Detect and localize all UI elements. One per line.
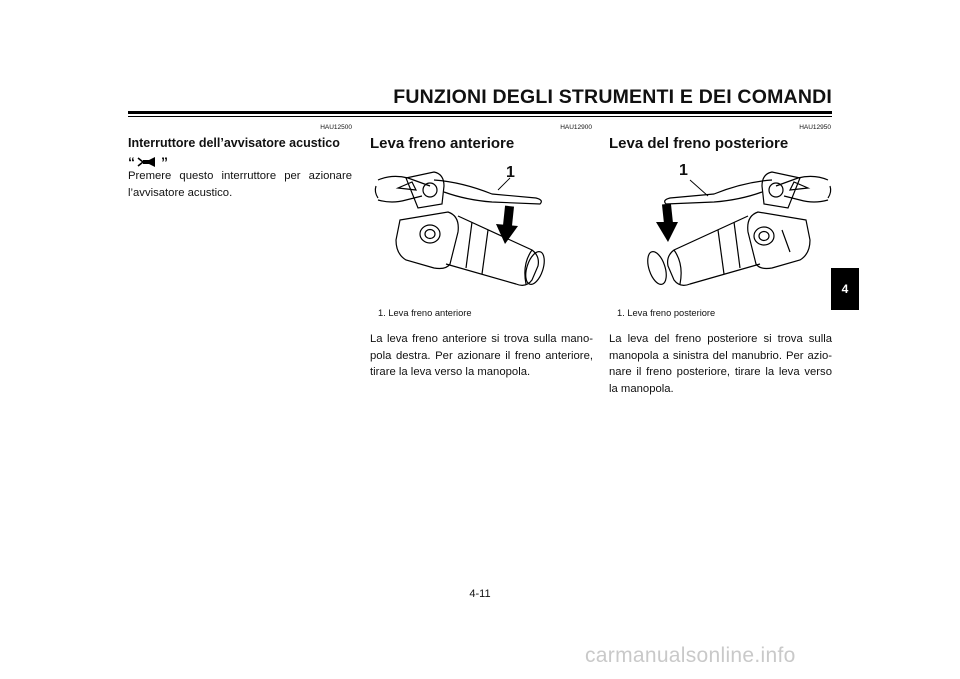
paragraph-line: la manopola. [609,382,674,395]
section-code-horn: HAU12500 [320,124,352,131]
page-number: 4-11 [469,588,491,600]
paragraph-front-brake [370,331,593,381]
paragraph-line: l’avvisatore acustico. [128,186,233,199]
front-brake-lever-illustration [372,160,594,300]
paragraph-line: pola destra. Per azionare il freno anteriore, [370,349,593,362]
paragraph-line: tirare la leva verso la manopola. [370,366,531,378]
callout-number-rear: 1 [679,162,688,179]
heading-rear-brake: Leva del freno posteriore [609,135,789,152]
header-rule-thin [128,116,832,117]
horn-icon [137,156,159,168]
paragraph-line: La leva del freno posteriore si trova sulla [609,333,832,345]
paragraph-line: Premere questo interruttore per azionare [128,170,352,182]
section-code-front-brake: HAU12900 [560,124,592,131]
caption-front-brake: 1. Leva freno anteriore [378,308,472,318]
paragraph-line: nare il freno posteriore, tirare la leva verso [609,366,832,378]
paragraph-line: La leva freno anteriore si trova sulla mano- [370,333,593,345]
paragraph-line: manopola a sinistra del manubrio. Per azio- [609,349,832,362]
quote-open: “ [128,154,135,170]
caption-rear-brake: 1. Leva freno posteriore [617,308,716,318]
header-rule-thick [128,111,832,114]
watermark-text: carmanualsonline.info [585,644,796,667]
page-title: FUNZIONI DEGLI STRUMENTI E DEI COMANDI [393,86,832,108]
callout-number-front: 1 [506,164,515,181]
paragraph-rear-brake [609,331,832,397]
heading-horn-switch: Interruttore dell’avvisatore acustico [128,136,340,150]
paragraph-horn [128,168,352,201]
chapter-tab[interactable]: 4 [831,268,859,310]
section-code-rear-brake: HAU12950 [799,124,831,131]
heading-front-brake: Leva freno anteriore [370,135,515,152]
rear-brake-lever-illustration [612,160,834,300]
quote-close: ” [161,154,168,170]
